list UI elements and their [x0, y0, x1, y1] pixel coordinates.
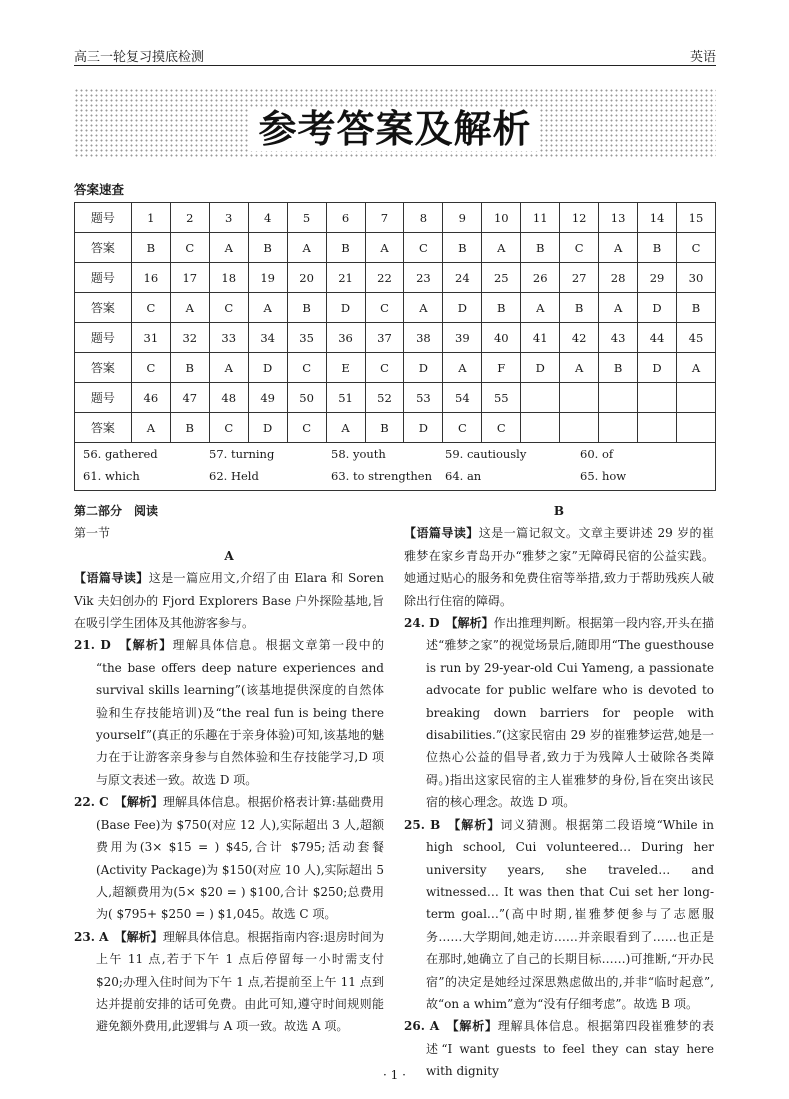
answer-cell	[560, 413, 599, 443]
question-number-cell: 37	[365, 323, 404, 353]
question-number-cell: 8	[404, 203, 443, 233]
answer-cell: C	[365, 353, 404, 383]
question-number-cell: 40	[482, 323, 521, 353]
row-header: 题号	[75, 263, 132, 293]
question-number-cell: 50	[287, 383, 326, 413]
question-number-cell: 43	[599, 323, 638, 353]
question-number-cell: 2	[170, 203, 209, 233]
answer-cell: A	[209, 233, 248, 263]
question-number-cell: 20	[287, 263, 326, 293]
answer-cell: C	[287, 413, 326, 443]
answer-cell: C	[443, 413, 482, 443]
question-number-cell: 22	[365, 263, 404, 293]
question-number-cell	[521, 383, 560, 413]
answer-cell: B	[170, 353, 209, 383]
passage-letter: B	[553, 504, 565, 518]
question-number-cell: 38	[404, 323, 443, 353]
question-number-cell: 34	[248, 323, 287, 353]
guide-paragraph: 【语篇导读】这是一篇记叙文。文章主要讲述 29 岁的崔雅梦在家乡青岛开办“雅梦之家”无障碍民宿的公益实践。她通过贴心的服务和免费住宿等举措,致力于帮助残疾人破除出行住宿的障碍。	[404, 526, 714, 608]
question-number-row	[75, 263, 716, 293]
row-header: 题号	[75, 203, 132, 233]
question-number-cell	[677, 383, 716, 413]
title-banner	[74, 88, 716, 158]
answer-cell: B	[482, 293, 521, 323]
question-number-cell: 16	[131, 263, 170, 293]
answer-cell: C	[287, 353, 326, 383]
row-header: 题号	[75, 383, 132, 413]
question-number-row	[75, 203, 716, 233]
answer-cell: C	[560, 233, 599, 263]
answer-row	[75, 353, 716, 383]
answer-cell: B	[443, 233, 482, 263]
answer-cell: A	[560, 353, 599, 383]
question-number-cell: 27	[560, 263, 599, 293]
row-header: 题号	[75, 323, 132, 353]
question-number-cell: 21	[326, 263, 365, 293]
question-number-cell: 19	[248, 263, 287, 293]
answer-cell: C	[170, 233, 209, 263]
answer-cell: B	[131, 233, 170, 263]
question-number-cell: 30	[677, 263, 716, 293]
answer-cell: A	[248, 293, 287, 323]
answer-cell: A	[677, 353, 716, 383]
row-header: 答案	[75, 293, 132, 323]
answer-cell: A	[599, 233, 638, 263]
answer-cell: A	[209, 353, 248, 383]
question-number-cell: 17	[170, 263, 209, 293]
question-number-cell: 28	[599, 263, 638, 293]
answer-cell: C	[131, 353, 170, 383]
question-number-cell: 7	[365, 203, 404, 233]
answer-cell: C	[677, 233, 716, 263]
answer-cell: D	[404, 353, 443, 383]
question-number-cell: 1	[131, 203, 170, 233]
answer-cell: F	[482, 353, 521, 383]
question-number-cell: 10	[482, 203, 521, 233]
answer-table	[74, 202, 716, 443]
answer-cell: B	[638, 233, 677, 263]
question-number-cell: 12	[560, 203, 599, 233]
question-number-cell: 55	[482, 383, 521, 413]
question-number-cell: 9	[443, 203, 482, 233]
passage-letter: A	[224, 548, 234, 563]
question-number-cell: 35	[287, 323, 326, 353]
question-number-cell: 13	[599, 203, 638, 233]
answer-cell: A	[521, 293, 560, 323]
right-column	[404, 500, 714, 1083]
question-number-cell: 14	[638, 203, 677, 233]
fill-item: 56. gathered	[83, 447, 158, 461]
answer-cell: D	[248, 353, 287, 383]
fill-item: 63. to strengthen	[331, 469, 432, 483]
question-number-cell: 5	[287, 203, 326, 233]
answer-cell: D	[638, 293, 677, 323]
question-number-cell: 24	[443, 263, 482, 293]
answer-explanation: 21. D 【解析】理解具体信息。根据文章第一段中的 “the base offers deep nature experiences and survival skills learning”(该基地提供深度的自然体验和生存技能培训)及“the real fun is being there yourself”(真正的乐趣在于亲身体验)可知,该基地的魅力在于让游客亲身参与自然体验和生存技能学习,D 项与原文表述一致。故选 D 项。	[74, 638, 384, 787]
question-number-cell: 41	[521, 323, 560, 353]
question-number-cell: 18	[209, 263, 248, 293]
question-number-cell	[560, 383, 599, 413]
header-subject: 英语	[689, 50, 716, 65]
left-column	[74, 500, 384, 1038]
answer-explanation: 24. D 【解析】作出推理判断。根据第一段内容,开头在描述“雅梦之家”的视觉场景后,随即用“The guesthouse is run by 29-year-old Cui Yameng, a passionate advocate for public welfare who is devoted to breaking down barriers for people with disabilities.”(这家民宿由 29 岁的崔雅梦运营,她是一位热心公益的倡导者,致力于为残障人士破除各类障碍。)指出这家民宿的主人崔雅梦的身份,旨在突出该民宿的核心理念。故选 D 项。	[404, 616, 714, 810]
question-number-cell: 32	[170, 323, 209, 353]
question-number-cell: 42	[560, 323, 599, 353]
row-header: 答案	[75, 233, 132, 263]
question-number-cell: 52	[365, 383, 404, 413]
section-heading: 第一节	[74, 526, 111, 541]
answer-cell: A	[599, 293, 638, 323]
answer-cell: A	[365, 233, 404, 263]
fill-item: 65. how	[580, 469, 627, 483]
fill-in-answers	[74, 441, 716, 491]
answer-cell	[638, 413, 677, 443]
part-heading: 第二部分 阅读	[74, 504, 159, 518]
question-number-cell: 25	[482, 263, 521, 293]
answer-row	[75, 413, 716, 443]
answer-cell: B	[248, 233, 287, 263]
fill-item: 57. turning	[209, 447, 275, 461]
fill-item: 59. cautiously	[445, 447, 527, 461]
question-number-cell	[638, 383, 677, 413]
answer-cell: B	[677, 293, 716, 323]
question-number-cell: 54	[443, 383, 482, 413]
question-number-cell: 51	[326, 383, 365, 413]
header-title: 高三一轮复习摸底检测	[74, 50, 205, 65]
banner-title: 参考答案及解析	[250, 107, 539, 151]
fill-item: 60. of	[580, 447, 614, 461]
answer-cell: C	[209, 293, 248, 323]
question-number-row	[75, 383, 716, 413]
question-number-cell: 46	[131, 383, 170, 413]
answer-cell: A	[443, 353, 482, 383]
question-number-cell: 48	[209, 383, 248, 413]
answer-explanation: 22. C 【解析】理解具体信息。根据价格表计算:基础费用(Base Fee)为 $750(对应 12 人),实际超出 3 人,超额费用为(3× $15 = ) $45,合计 $795;活动套餐(Activity Package)为 $150(对应 10 人),实际超出 5 人,超额费用为(5× $20 = ) $100,合计 $250;总费用为( $795+ $250 = ) $1,045。故选 C 项。	[74, 795, 384, 922]
row-header: 答案	[75, 353, 132, 383]
question-number-cell: 45	[677, 323, 716, 353]
answer-cell: B	[560, 293, 599, 323]
fill-item: 64. an	[445, 469, 482, 483]
answer-cell	[599, 413, 638, 443]
answer-cell: A	[131, 413, 170, 443]
question-number-cell: 44	[638, 323, 677, 353]
question-number-cell: 49	[248, 383, 287, 413]
answer-cell: C	[482, 413, 521, 443]
fill-item: 61. which	[83, 469, 140, 483]
answer-cell: A	[482, 233, 521, 263]
question-number-cell: 33	[209, 323, 248, 353]
question-number-cell: 6	[326, 203, 365, 233]
question-number-cell: 23	[404, 263, 443, 293]
answer-cell: D	[638, 353, 677, 383]
answer-cell: A	[326, 413, 365, 443]
guide-paragraph: 【语篇导读】这是一篇应用文,介绍了由 Elara 和 Soren Vik 夫妇创办的 Fjord Explorers Base 户外探险基地,旨在吸引学生团体及其他游客参与。	[74, 571, 384, 631]
answer-cell: B	[599, 353, 638, 383]
question-number-cell	[599, 383, 638, 413]
answer-explanation: 26. A 【解析】理解具体信息。根据第四段崔雅梦的表述“I want guests to feel they can stay here with dignity	[404, 1019, 714, 1079]
answer-cell	[677, 413, 716, 443]
answer-cell: C	[209, 413, 248, 443]
question-number-row	[75, 323, 716, 353]
question-number-cell: 47	[170, 383, 209, 413]
question-number-cell: 11	[521, 203, 560, 233]
question-number-cell: 3	[209, 203, 248, 233]
answer-cell: B	[170, 413, 209, 443]
answer-cell: A	[404, 293, 443, 323]
fill-item: 58. youth	[331, 447, 386, 461]
question-number-cell: 36	[326, 323, 365, 353]
answer-explanation: 25. B 【解析】词义猜测。根据第二段语境“While in high school, Cui volunteered… During her university years, she traveled… and witnessed… It was then that Cui set her long-term goal…”(高中时期,崔雅梦便参与了志愿服务……大学期间,她走访……并亲眼看到了……也正是在那时,她确立了自己的长期目标……)可推断,“开办民宿”的决定是她经过深思熟虑做出的,并非“临时起意”,故“on a whim”意为“没有仔细考虑”。故选 B 项。	[404, 817, 714, 1011]
answer-row	[75, 233, 716, 263]
answer-cell: D	[326, 293, 365, 323]
page-number: · 1 ·	[383, 1068, 406, 1082]
answer-explanation: 23. A 【解析】理解具体信息。根据指南内容:退房时间为上午 11 点,若于下午 1 点后停留每一小时需支付 $20;办理入住时间为下午 1 点,若提前至上午 11 点到达并提前安排的话可免费。由此可知,遵守时间规则能避免额外费用,此逻辑与 A 项一致。故选 A 项。	[74, 929, 384, 1034]
question-number-cell: 15	[677, 203, 716, 233]
answer-cell: C	[131, 293, 170, 323]
answer-cell: D	[248, 413, 287, 443]
question-number-cell: 31	[131, 323, 170, 353]
page-header	[74, 44, 716, 66]
answer-cell: C	[404, 233, 443, 263]
row-header: 答案	[75, 413, 132, 443]
answer-cell: C	[365, 293, 404, 323]
answer-cell: D	[404, 413, 443, 443]
answer-cell: B	[326, 233, 365, 263]
answer-cell: D	[521, 353, 560, 383]
question-number-cell: 29	[638, 263, 677, 293]
answer-cell: B	[365, 413, 404, 443]
fill-item: 62. Held	[209, 469, 259, 483]
question-number-cell: 4	[248, 203, 287, 233]
answer-cell: D	[443, 293, 482, 323]
section-label: 答案速查	[74, 182, 125, 197]
answer-cell	[521, 413, 560, 443]
answer-cell: A	[287, 233, 326, 263]
answer-cell: B	[521, 233, 560, 263]
question-number-cell: 39	[443, 323, 482, 353]
answer-cell: E	[326, 353, 365, 383]
answer-cell: B	[287, 293, 326, 323]
answer-row	[75, 293, 716, 323]
question-number-cell: 26	[521, 263, 560, 293]
answer-cell: A	[170, 293, 209, 323]
question-number-cell: 53	[404, 383, 443, 413]
